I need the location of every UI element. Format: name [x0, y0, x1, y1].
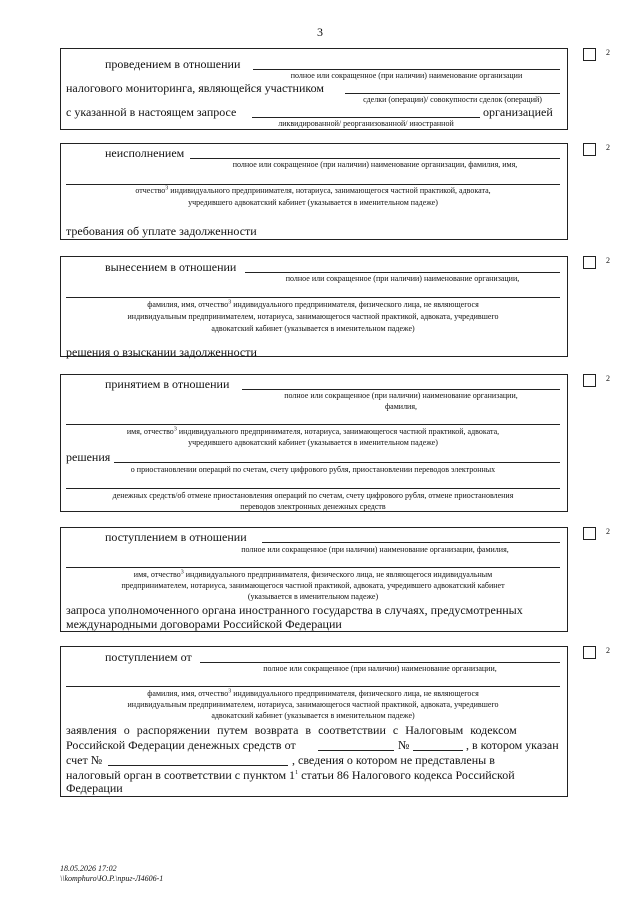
body-text: международными договорами Российской Федерации [66, 617, 342, 631]
checkbox-nonfulfillment[interactable] [583, 143, 596, 156]
body-text: счет № [66, 753, 103, 767]
hint-text: переводов электронных денежных средств [240, 502, 386, 511]
body-text: заявления о распоряжении путем возврата в соответствии с Налоговым кодексом [66, 723, 517, 737]
checkbox-note: 2 [606, 143, 610, 152]
body-text: решения о взыскании задолженности [66, 345, 257, 359]
hint-text: адвокатский кабинет (указывается в именительном падеже) [211, 324, 415, 333]
fill-line [252, 117, 480, 118]
checkbox-note: 2 [606, 527, 610, 536]
body-text: с указанной в настоящем запросе [66, 105, 237, 119]
fill-line [345, 93, 560, 94]
fill-line [66, 488, 560, 489]
fill-line [253, 69, 560, 70]
hint-text: фамилия, имя, отчество$^3$ индивидуального предпринимателя, физического лица, не являющегося [147, 299, 479, 309]
hint-text: полное или сокращенное (при наличии) наименование организации [290, 71, 523, 80]
fill-line [413, 750, 463, 751]
checkbox-note: 2 [606, 48, 610, 57]
body-text: запроса уполномоченного органа иностранного государства в случаях, предусмотренных [66, 603, 523, 617]
fill-line [190, 158, 560, 159]
hint-text: полное или сокращенное (при наличии) наименование организации, [284, 391, 518, 400]
fill-line [66, 184, 560, 185]
hint-text: полное или сокращенное (при наличии) наименование организации, [285, 274, 520, 283]
hint-text: фамилия, [384, 402, 418, 411]
checkbox-decision-collection[interactable] [583, 256, 596, 269]
checkbox-note: 2 [606, 256, 610, 265]
hint-text: денежных средств/об отмене приостановления операций по счетам, счету цифрового рубля, отмене приостановления [112, 491, 514, 500]
footer-path: \\komphuro\Ю.Р.\приг-Л4606-1 [60, 874, 164, 883]
body-text: , в котором указан [466, 738, 559, 752]
fill-line [245, 272, 560, 273]
fill-line [200, 662, 560, 663]
hint-text: индивидуальным предпринимателем, нотариуса, занимающегося частной практикой, адвоката, учредившего [127, 700, 499, 709]
hint-text: ликвидированной/ реорганизованной/ иностранной [278, 119, 454, 128]
hint-text: предпринимателем, нотариуса, занимающегося частной практикой, адвоката, учредившего адвокатский кабинет [121, 581, 505, 590]
hint-text: учредившего адвокатский кабинет (указывается в именительном падеже) [188, 198, 438, 207]
lead-text: принятием в отношении [105, 377, 230, 391]
lead-text: вынесением в отношении [105, 260, 237, 274]
checkbox-suspension-decision[interactable] [583, 374, 596, 387]
body-text: требования об уплате задолженности [66, 224, 257, 238]
hint-text: полное или сокращенное (при наличии) наименование организации, фамилия, имя, [232, 160, 518, 169]
page-number: 3 [317, 25, 323, 39]
fill-line [66, 297, 560, 298]
hint-text: адвокатский кабинет (указывается в именительном падеже) [211, 711, 415, 720]
hint-text: индивидуальным предпринимателем, нотариуса, занимающегося частной практикой, адвоката, учредившего [127, 312, 499, 321]
fill-line [262, 542, 560, 543]
checkbox-monitoring[interactable] [583, 48, 596, 61]
body-text: организацией [483, 105, 553, 119]
checkbox-refund-application[interactable] [583, 646, 596, 659]
fill-line [242, 389, 560, 390]
hint-text: о приостановлении операций по счетам, счету цифрового рубля, приостановлении переводов электронных [130, 465, 496, 474]
body-text: № [398, 738, 410, 752]
hint-text: имя, отчество$^3$ индивидуального предпринимателя, физического лица, не являющегося индивидуальным [133, 569, 493, 579]
hint-text: фамилия, имя, отчество$^3$ индивидуального предпринимателя, физического лица, не являющегося [147, 688, 479, 698]
body-text: решения [66, 450, 111, 464]
lead-text: поступлением от [105, 650, 192, 664]
fill-line [66, 424, 560, 425]
footer-stamp: 18.05.2026 17:02 [60, 864, 117, 873]
lead-text: проведением в отношении [105, 57, 241, 71]
fill-line [66, 686, 560, 687]
hint-text: полное или сокращенное (при наличии) наименование организации, [263, 664, 497, 673]
hint-text: (указывается в именительном падеже) [247, 592, 379, 601]
checkbox-note: 2 [606, 646, 610, 655]
fill-line [66, 567, 560, 568]
hint-text: имя, отчество$^3$ индивидуального предпринимателя, нотариуса, занимающегося частной практикой, адвоката, [126, 426, 500, 436]
checkbox-foreign-request[interactable] [583, 527, 596, 540]
body-text: , сведения о котором не представлены в [292, 753, 495, 767]
fill-line [114, 462, 560, 463]
hint-text: учредившего адвокатский кабинет (указывается в именительном падеже) [188, 438, 438, 447]
hint-text: полное или сокращенное (при наличии) наименование организации, фамилия, [241, 545, 509, 554]
checkbox-note: 2 [606, 374, 610, 383]
body-text: Федерации [66, 781, 123, 795]
lead-text: поступлением в отношении [105, 530, 247, 544]
fill-line [318, 750, 394, 751]
body-text: налогового мониторинга, являющейся участником [66, 81, 324, 95]
body-text: Российской Федерации денежных средств от [66, 738, 296, 752]
hint-text: отчество$^3$ индивидуального предпринимателя, нотариуса, занимающегося частной практикой, адвоката, [135, 185, 491, 195]
body-text: налоговый орган в соответствии с пунктом $1^1$ статьи 86 Налогового кодекса Российской [66, 768, 515, 782]
fill-line [108, 765, 288, 766]
hint-text: сделки (операции)/ совокупности сделок (операций) [363, 95, 542, 104]
lead-text: неисполнением [105, 146, 185, 160]
